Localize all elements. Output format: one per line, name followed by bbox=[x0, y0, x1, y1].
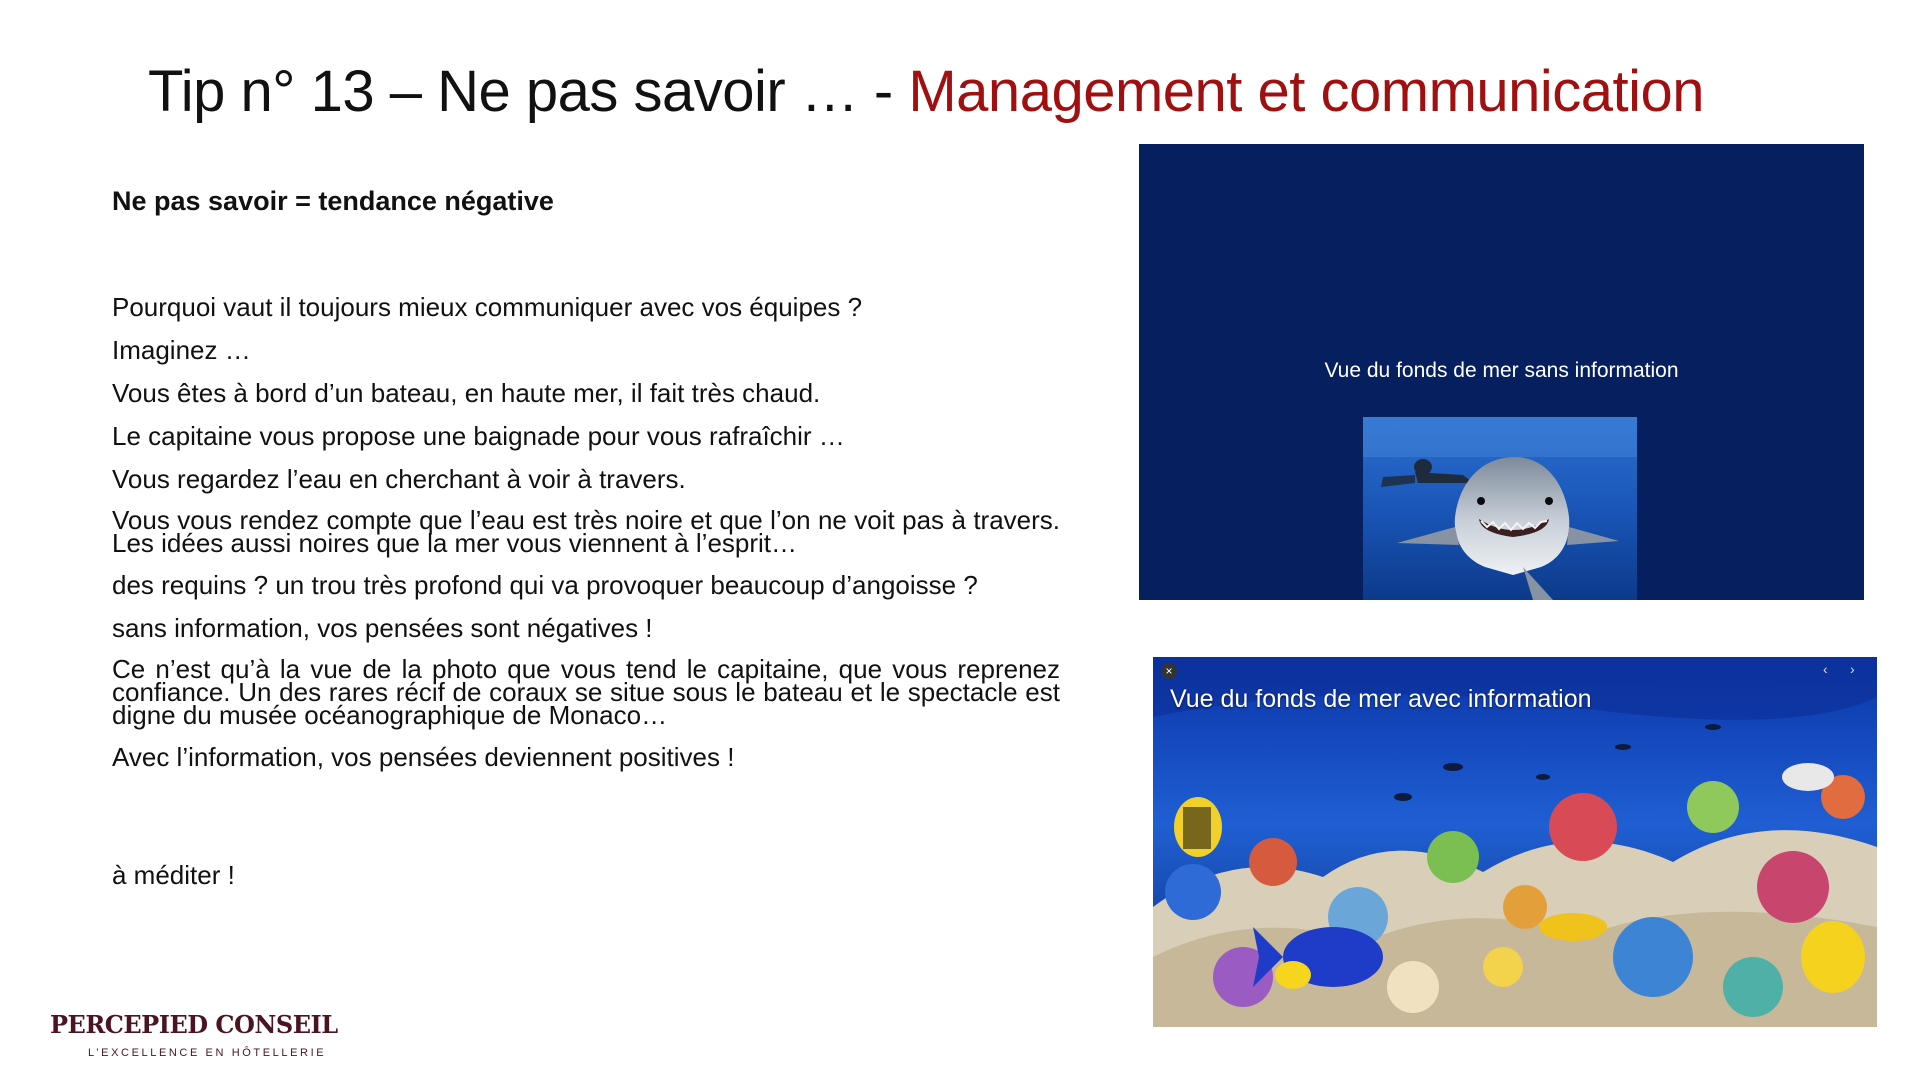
logo-name: PERCEPIED CONSEIL bbox=[50, 1010, 338, 1039]
shark-photo bbox=[1363, 417, 1637, 600]
dark-sea-panel bbox=[1139, 144, 1864, 600]
paragraph: Imaginez … bbox=[112, 335, 251, 365]
logo-tagline: L’EXCELLENCE EN HÔTELLERIE bbox=[88, 1047, 327, 1059]
company-logo bbox=[50, 1010, 338, 1059]
paragraph: Ce n’est qu’à la vue de la photo que vous tend le capitaine, que vous reprenez confiance. Un des rares récif de coraux se situe sous le bateau et le spectacle est digne du musée océanographique de Monaco… bbox=[112, 654, 1060, 730]
paragraph: Vous vous rendez compte que l’eau est très noire et que l’on ne voit pas à travers. Les idées aussi noires que la mer vous viennent à l’esprit… bbox=[112, 505, 1060, 558]
paragraph: Pourquoi vaut il toujours mieux communiquer avec vos équipes ? bbox=[112, 292, 863, 322]
paragraph: Vous êtes à bord d’un bateau, en haute mer, il fait très chaud. bbox=[112, 378, 821, 408]
title-accent: Management et communication bbox=[908, 59, 1705, 124]
paragraph: Vous regardez l’eau en cherchant à voir à travers. bbox=[112, 464, 686, 494]
closing-line: à méditer ! bbox=[112, 860, 235, 890]
reef-panel bbox=[1153, 657, 1877, 1027]
slide-title bbox=[148, 58, 1704, 125]
paragraph: Le capitaine vous propose une baignade pour vous rafraîchir … bbox=[112, 421, 845, 451]
paragraph: Avec l’information, vos pensées deviennent positives ! bbox=[112, 742, 735, 772]
chevron-left-icon[interactable]: ‹ bbox=[1823, 661, 1828, 677]
title-main: Tip n° 13 – Ne pas savoir … - bbox=[148, 59, 909, 124]
reef-caption: Vue du fonds de mer avec information bbox=[1170, 685, 1592, 713]
close-icon[interactable]: × bbox=[1161, 663, 1177, 679]
subtitle: Ne pas savoir = tendance négative bbox=[112, 186, 554, 216]
paragraph: des requins ? un trou très profond qui va provoquer beaucoup d’angoisse ? bbox=[112, 570, 978, 600]
dark-sea-caption: Vue du fonds de mer sans information bbox=[1324, 359, 1679, 382]
chevron-right-icon[interactable]: › bbox=[1850, 661, 1855, 677]
paragraph: sans information, vos pensées sont négatives ! bbox=[112, 613, 653, 643]
body-text bbox=[112, 294, 1060, 888]
